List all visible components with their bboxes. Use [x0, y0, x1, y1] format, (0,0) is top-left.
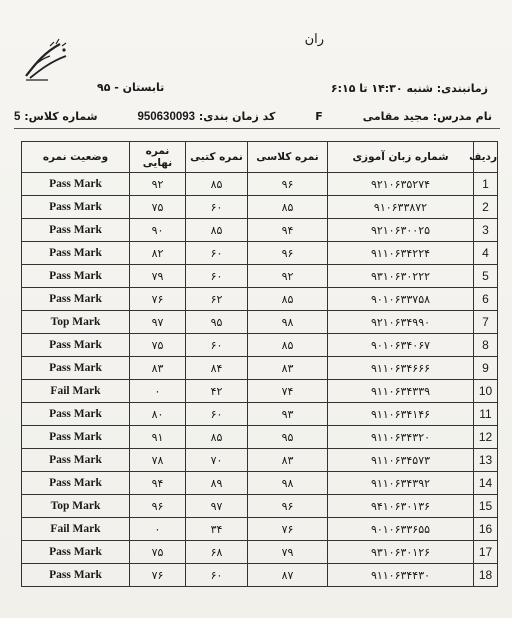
cell-class-score: ۹۳ [248, 403, 328, 426]
cell-student-id: ۹۴۱۰۶۳۰۱۳۶ [328, 495, 474, 518]
cell-grade-status: Pass Mark [22, 242, 130, 265]
cell-written-score: ۶۰ [186, 564, 248, 587]
cell-grade-status: Pass Mark [22, 288, 130, 311]
cell-class-score: ۷۶ [248, 518, 328, 541]
cell-row-number: 10 [474, 380, 498, 403]
cell-student-id: ۹۱۱۰۶۳۴۳۲۰ [328, 426, 474, 449]
cell-student-id: ۹۲۱۰۶۳۴۹۹۰ [328, 311, 474, 334]
cell-written-score: ۸۹ [186, 472, 248, 495]
cell-row-number: 2 [474, 196, 498, 219]
cell-final-score: ۷۵ [130, 541, 186, 564]
table-row [22, 173, 498, 196]
cell-row-number: 12 [474, 426, 498, 449]
cell-grade-status: Top Mark [22, 495, 130, 518]
institute-logo-icon [20, 36, 72, 84]
table-row [22, 472, 498, 495]
cell-row-number: 11 [474, 403, 498, 426]
cell-class-score: ۹۸ [248, 311, 328, 334]
table-row [22, 564, 498, 587]
table-header-row [22, 142, 498, 173]
grades-table-body [22, 173, 498, 587]
code-label: کد زمان بندی: [198, 110, 276, 123]
cell-row-number: 14 [474, 472, 498, 495]
table-row [22, 196, 498, 219]
cell-class-score: ۹۸ [248, 472, 328, 495]
table-row [22, 311, 498, 334]
cell-final-score: ۸۰ [130, 403, 186, 426]
table-row [22, 449, 498, 472]
cell-student-id: ۹۱۱۰۶۳۴۱۴۶ [328, 403, 474, 426]
cell-student-id: ۹۳۱۰۶۳۰۲۲۲ [328, 265, 474, 288]
cell-student-id: ۹۱۱۰۶۳۴۳۹۲ [328, 472, 474, 495]
header-grade-status: وضعیت نمره [22, 142, 130, 173]
cell-row-number: 3 [474, 219, 498, 242]
cell-class-score: ۸۷ [248, 564, 328, 587]
cell-student-id: ۹۱۰۶۳۳۸۷۲ [328, 196, 474, 219]
table-row [22, 518, 498, 541]
cell-grade-status: Pass Mark [22, 196, 130, 219]
cell-final-score: ۹۰ [130, 219, 186, 242]
cell-final-score: ۷۵ [130, 334, 186, 357]
cell-grade-status: Pass Mark [22, 472, 130, 495]
cell-class-score: ۷۹ [248, 541, 328, 564]
cell-row-number: 9 [474, 357, 498, 380]
teacher-info-row [14, 110, 492, 123]
schedule-value: شنبه ۱۴:۳۰ تا ۶:۱۵ [330, 82, 433, 95]
cell-row-number: 13 [474, 449, 498, 472]
cell-written-score: ۷۰ [186, 449, 248, 472]
cell-class-score: ۹۶ [248, 173, 328, 196]
cell-class-score: ۸۵ [248, 196, 328, 219]
cell-written-score: ۴۲ [186, 380, 248, 403]
cell-grade-status: Pass Mark [22, 334, 130, 357]
cell-student-id: ۹۱۱۰۶۳۴۳۳۹ [328, 380, 474, 403]
cell-class-score: ۸۳ [248, 449, 328, 472]
cell-written-score: ۸۵ [186, 173, 248, 196]
stray-letter: F [315, 110, 323, 123]
cell-grade-status: Pass Mark [22, 541, 130, 564]
cell-final-score: ۹۲ [130, 173, 186, 196]
cell-grade-status: Pass Mark [22, 357, 130, 380]
cell-final-score: ۹۶ [130, 495, 186, 518]
cell-written-score: ۹۵ [186, 311, 248, 334]
cell-written-score: ۶۸ [186, 541, 248, 564]
table-row [22, 380, 498, 403]
teacher-name: مجید مقامی [362, 110, 429, 123]
cell-grade-status: Pass Mark [22, 265, 130, 288]
cell-class-score: ۸۵ [248, 288, 328, 311]
cell-student-id: ۹۲۱۰۶۳۰۰۲۵ [328, 219, 474, 242]
cell-written-score: ۶۰ [186, 242, 248, 265]
cell-final-score: ۷۹ [130, 265, 186, 288]
cell-student-id: ۹۰۱۰۶۳۴۰۶۷ [328, 334, 474, 357]
cell-final-score: ۹۴ [130, 472, 186, 495]
cell-row-number: 1 [474, 173, 498, 196]
table-row [22, 403, 498, 426]
cell-final-score: ۷۶ [130, 288, 186, 311]
cell-row-number: 6 [474, 288, 498, 311]
header-written-score: نمره کتبی [186, 142, 248, 173]
cell-final-score: ۷۸ [130, 449, 186, 472]
cell-final-score: ۹۱ [130, 426, 186, 449]
cell-row-number: 16 [474, 518, 498, 541]
table-row [22, 357, 498, 380]
cell-student-id: ۹۱۱۰۶۳۴۲۲۴ [328, 242, 474, 265]
cell-written-score: ۶۰ [186, 196, 248, 219]
header-final-score: نمره نهایی [130, 142, 186, 173]
cell-grade-status: Pass Mark [22, 173, 130, 196]
table-row [22, 219, 498, 242]
cell-written-score: ۸۵ [186, 426, 248, 449]
cell-class-score: ۹۲ [248, 265, 328, 288]
cell-student-id: ۹۲۱۰۶۳۵۲۷۴ [328, 173, 474, 196]
class-label: شماره کلاس: [24, 110, 98, 123]
cell-final-score: ۹۷ [130, 311, 186, 334]
cell-grade-status: Pass Mark [22, 403, 130, 426]
cell-final-score: ۰ [130, 518, 186, 541]
cell-student-id: ۹۱۱۰۶۳۴۵۷۳ [328, 449, 474, 472]
cell-class-score: ۹۶ [248, 242, 328, 265]
cell-final-score: ۷۶ [130, 564, 186, 587]
page-title-fragment: ران [304, 32, 324, 47]
table-row [22, 288, 498, 311]
cell-row-number: 15 [474, 495, 498, 518]
cell-grade-status: Top Mark [22, 311, 130, 334]
cell-student-id: ۹۰۱۰۶۳۳۶۵۵ [328, 518, 474, 541]
cell-grade-status: Pass Mark [22, 564, 130, 587]
cell-row-number: 8 [474, 334, 498, 357]
header-class-score: نمره کلاسی [248, 142, 328, 173]
schedule-label: زمانبندی: [436, 82, 488, 95]
cell-final-score: ۸۲ [130, 242, 186, 265]
table-row [22, 265, 498, 288]
code-value: 950630093 [137, 111, 196, 123]
cell-grade-status: Pass Mark [22, 219, 130, 242]
cell-row-number: 18 [474, 564, 498, 587]
cell-written-score: ۸۴ [186, 357, 248, 380]
cell-grade-status: Pass Mark [22, 449, 130, 472]
cell-class-score: ۷۴ [248, 380, 328, 403]
cell-written-score: ۶۰ [186, 265, 248, 288]
table-row [22, 541, 498, 564]
cell-final-score: ۰ [130, 380, 186, 403]
cell-grade-status: Pass Mark [22, 426, 130, 449]
cell-final-score: ۷۵ [130, 196, 186, 219]
cell-class-score: ۸۳ [248, 357, 328, 380]
cell-class-score: ۹۴ [248, 219, 328, 242]
schedule-line [331, 82, 488, 95]
cell-class-score: ۹۶ [248, 495, 328, 518]
cell-grade-status: Fail Mark [22, 380, 130, 403]
cell-student-id: ۹۱۱۰۶۳۴۴۳۰ [328, 564, 474, 587]
cell-written-score: ۸۵ [186, 219, 248, 242]
cell-class-score: ۸۵ [248, 334, 328, 357]
cell-student-id: ۹۳۱۰۶۳۰۱۲۶ [328, 541, 474, 564]
cell-written-score: ۶۰ [186, 403, 248, 426]
term-label: تابستان - ۹۵ [97, 81, 165, 94]
cell-row-number: 4 [474, 242, 498, 265]
cell-row-number: 7 [474, 311, 498, 334]
teacher-label: نام مدرس: [432, 110, 492, 123]
table-row [22, 334, 498, 357]
table-row [22, 242, 498, 265]
cell-final-score: ۸۳ [130, 357, 186, 380]
header-student-id: شماره زبان آموزی [328, 142, 474, 173]
cell-written-score: ۳۴ [186, 518, 248, 541]
header-row-number: ردیف [474, 142, 498, 173]
cell-row-number: 5 [474, 265, 498, 288]
table-row [22, 495, 498, 518]
class-value: 5 [14, 111, 21, 123]
cell-row-number: 17 [474, 541, 498, 564]
cell-student-id: ۹۰۱۰۶۳۳۷۵۸ [328, 288, 474, 311]
header-divider [14, 128, 500, 129]
cell-class-score: ۹۵ [248, 426, 328, 449]
cell-written-score: ۹۷ [186, 495, 248, 518]
grades-table [21, 141, 498, 587]
table-row [22, 426, 498, 449]
cell-grade-status: Fail Mark [22, 518, 130, 541]
cell-written-score: ۶۰ [186, 334, 248, 357]
cell-written-score: ۶۲ [186, 288, 248, 311]
cell-student-id: ۹۱۱۰۶۳۴۶۶۶ [328, 357, 474, 380]
